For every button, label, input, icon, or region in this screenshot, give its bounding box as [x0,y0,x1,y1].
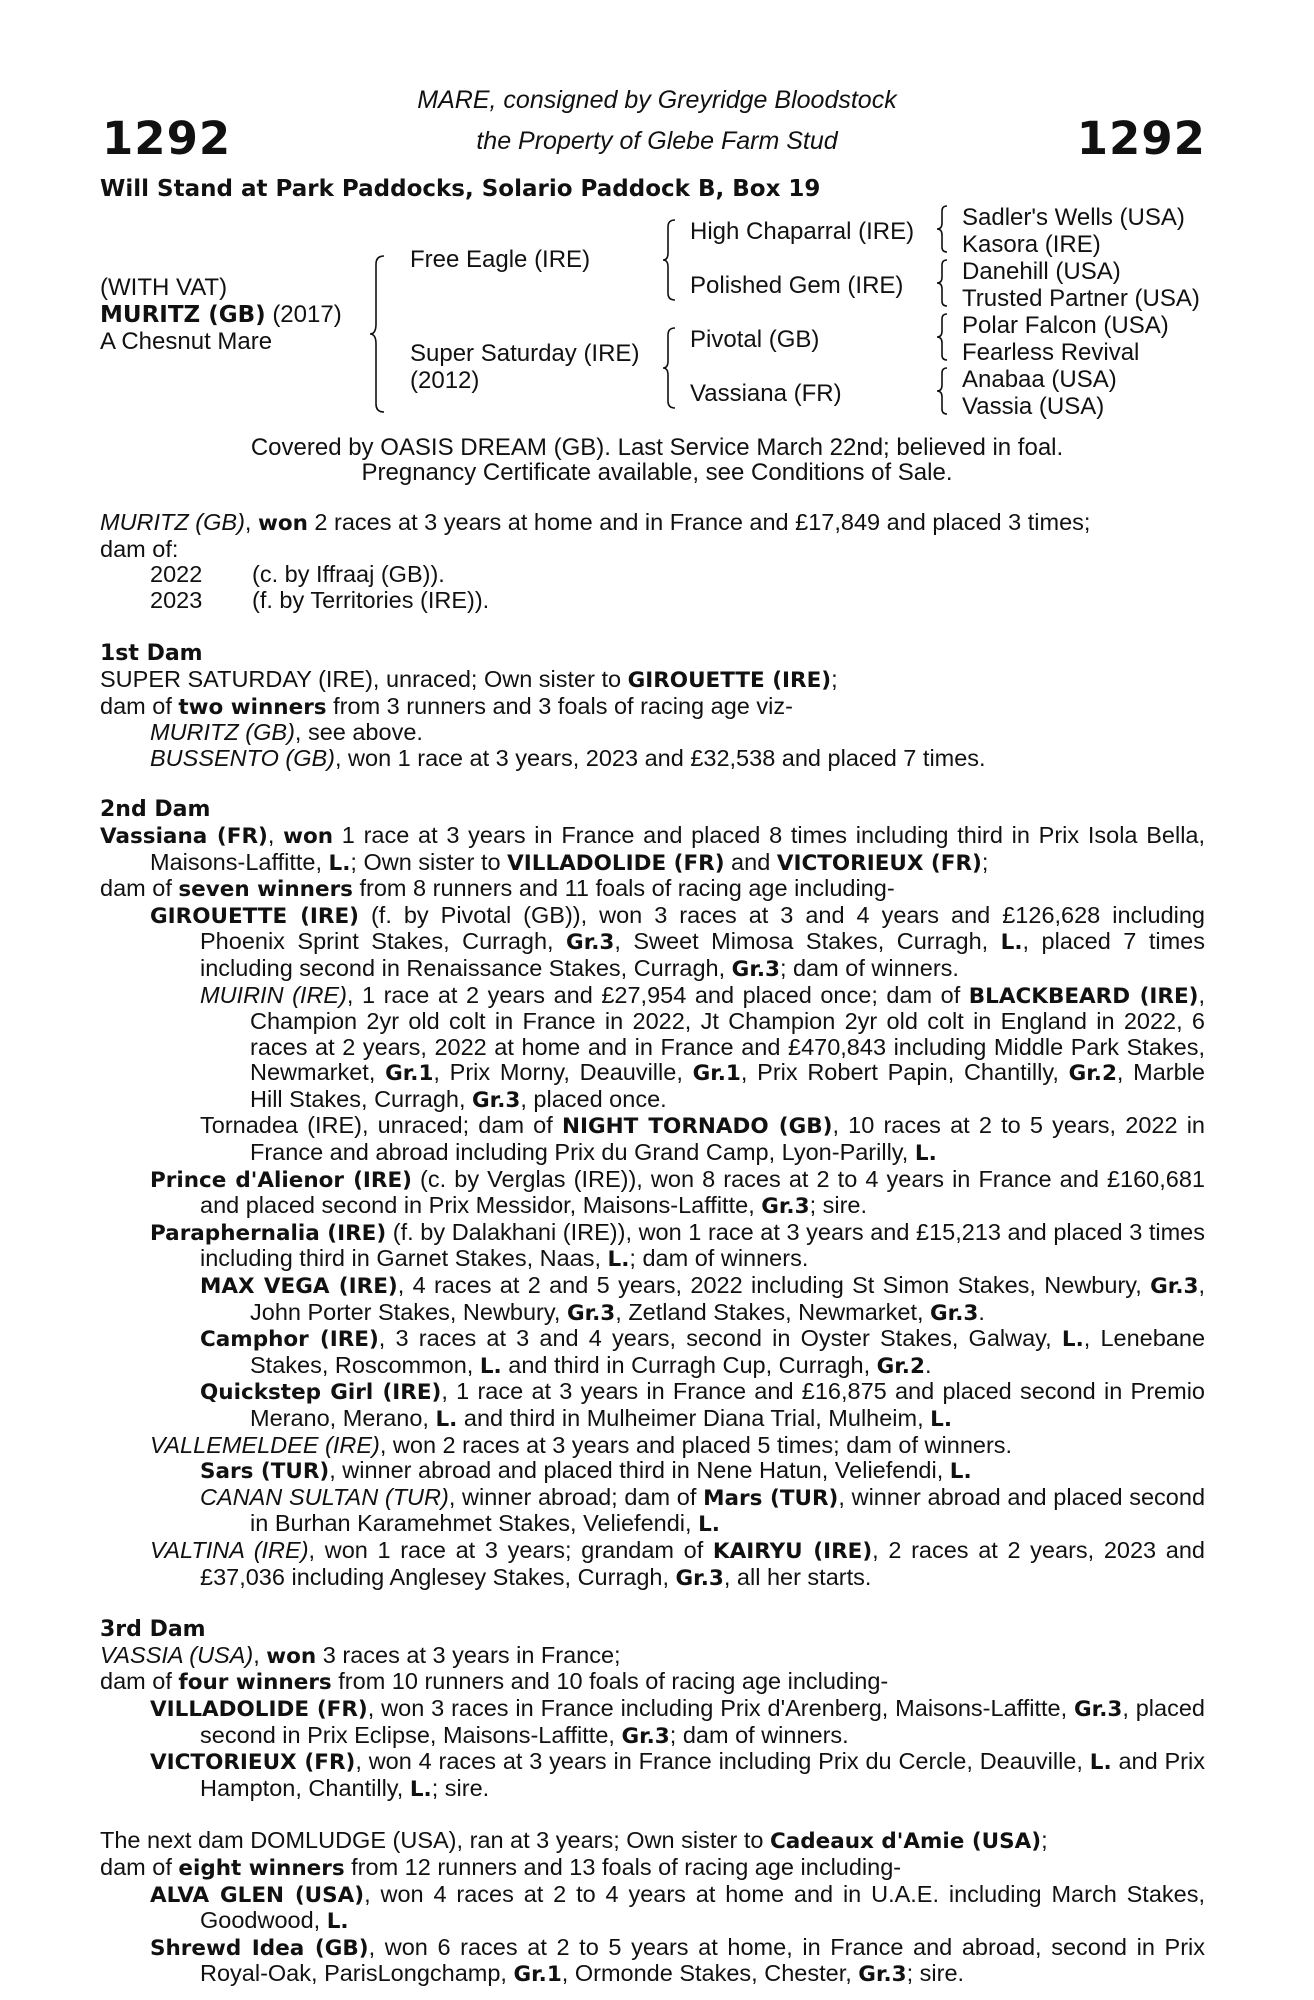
bracket-gen1 [370,254,400,414]
vat-note: (WITH VAT) [100,274,228,301]
progeny-victorieux: VICTORIEUX (FR), won 4 races at 3 years in France including Prix du Cercle, Deauville, L. and Prix Hampton, Chantilly, L.; sire. [150,1748,1205,1802]
horse-name: MURITZ (GB) [100,302,266,328]
progeny-prince-dalienor: Prince d'Alienor (IRE) (c. by Verglas (IRE)), won 8 races at 2 to 4 years in France and £160,681 and placed second in Prix Messidor, Maisons-Laffitte, Gr.3; sire. [150,1165,1205,1220]
progeny-canan-sultan: CANAN SULTAN (TUR), winner abroad; dam of Mars (TUR), winner abroad and placed second in Burhan Karamehmet Stakes, Veliefendi, L. [200,1483,1206,1538]
bracket-dam [663,326,687,410]
ss-sire: Sadler's Wells (USA) [962,204,1185,231]
lot-number-left: 1292 [102,112,232,165]
ds-dam: Fearless Revival [962,339,1140,366]
produce-record [100,510,1205,1988]
third-dam-line: VASSIA (USA), won 3 races at 3 years in France; [100,1641,621,1669]
progeny-quickstep-girl: Quickstep Girl (IRE), 1 race at 3 years in France and £16,875 and placed second in Premio Merano, Merano, L. and third in Mulheimer Diana Trial, Mulheim, L. [200,1378,1205,1432]
progeny-villadolide: VILLADOLIDE (FR), won 3 races in France including Prix d'Arenberg, Maisons-Laffitte, Gr.3, placed second in Prix Eclipse, Maisons-Laffitte, Gr.3; dam of winners. [150,1694,1205,1749]
third-dam-summary: dam of four winners from 10 runners and 10 foals of racing age including- [100,1668,889,1696]
sire-dam: Polished Gem (IRE) [690,272,904,299]
second-dam-summary: dam of seven winners from 8 runners and 11 foals of racing age including- [100,875,895,903]
property-line: the Property of Glebe Farm Stud [476,127,838,155]
progeny-muirin: MUIRIN (IRE), 1 race at 2 years and £27,954 and placed once; dam of BLACKBEARD (IRE), Champion 2yr old colt in France in 2022, Jt Champion 2yr old colt in England in 2022, 6 races at 2 years, 2022 at home and in France and £470,843 including Middle Park Stakes, Newmarket, Gr.1, Prix Morny, Deauville, Gr.1, Prix Robert Papin, Chantilly, Gr.2, Marble Hill Stakes, Curragh, Gr.3, placed once. [200,981,1205,1113]
sd-sire: Danehill (USA) [962,258,1121,285]
horse-description: A Chesnut Mare [100,328,273,355]
progeny-girouette: GIROUETTE (IRE) (f. by Pivotal (GB)), won 3 races at 3 and 4 years and £126,628 including Phoenix Sprint Stakes, Curragh, Gr.3, Sweet Mimosa Stakes, Curragh, L., placed 7 times including second in Renaissance Stakes, Curragh, Gr.3; dam of winners. [150,901,1205,982]
covered-line: Covered by OASIS DREAM (GB). Last Service March 22nd; believed in foal. [250,434,1064,461]
sire: Free Eagle (IRE) [410,246,591,273]
horse-name-line [100,301,342,329]
dd-sire: Anabaa (USA) [962,366,1117,393]
bracket-dd [937,366,957,416]
bracket-sire [663,218,687,302]
first-dam-summary: dam of two winners from 3 runners and 3 foals of racing age viz- [100,692,793,720]
produce-item: 2022 (c. by Iffraaj (GB)). [150,561,445,588]
progeny-vallemeldee: VALLEMELDEE (IRE), won 2 races at 3 years and placed 5 times; dam of winners. [150,1431,1013,1458]
pregnancy-line: Pregnancy Certificate available, see Conditions of Sale. [361,459,953,486]
second-dam-line: Vassiana (FR), won 1 race at 3 years in France and placed 8 times including third in Prix Isola Bella, Maisons-Laffitte, L.; Own sister to VILLADOLIDE (FR) and VICTORIEUX (FR); [100,821,1206,876]
produce-item: 2023 (f. by Territories (IRE)). [150,586,490,613]
first-dam-line: SUPER SATURDAY (IRE), unraced; Own sister to GIROUETTE (IRE); [100,665,838,693]
bracket-sd [937,258,957,308]
second-dam-heading: 2nd Dam [100,797,211,823]
dd-dam: Vassia (USA) [962,393,1105,420]
sd-dam: Trusted Partner (USA) [962,285,1200,312]
progeny-tornadea: Tornadea (IRE), unraced; dam of NIGHT TORNADO (GB), 10 races at 2 to 5 years, 2022 in France and abroad including Prix du Grand Camp, Lyon-Parilly, L. [200,1112,1205,1167]
intro-paragraph: MURITZ (GB), won 2 races at 3 years at home and in France and £17,849 and placed 3 times; [100,509,1091,536]
dam-year: (2012) [410,367,480,394]
stand-location: Will Stand at Park Paddocks, Solario Paddock B, Box 19 [100,176,821,202]
dam-of-label: dam of: [100,535,179,562]
next-dam-summary: dam of eight winners from 12 runners and 13 foals of racing age including- [100,1853,902,1881]
bracket-ss [937,204,957,254]
bracket-ds [937,312,957,362]
ss-dam: Kasora (IRE) [962,231,1101,258]
progeny-max-vega: MAX VEGA (IRE), 4 races at 2 and 5 years, 2022 including St Simon Stakes, Newbury, Gr.3, John Porter Stakes, Newbury, Gr.3, Zetland Stakes, Newmarket, Gr.3. [200,1272,1205,1326]
sire-sire: High Chaparral (IRE) [690,218,915,245]
horse-year: (2017) [272,301,342,328]
next-dam-line: The next dam DOMLUDGE (USA), ran at 3 years; Own sister to Cadeaux d'Amie (USA); [100,1827,1048,1855]
progeny-alva-glen: ALVA GLEN (USA), won 4 races at 2 to 4 years at home and in U.A.E. including March Stakes, Goodwood, L. [150,1880,1205,1935]
progeny-paraphernalia: Paraphernalia (IRE) (f. by Dalakhani (IRE)), won 1 race at 3 years and £15,213 and placed 3 times including third in Garnet Stakes, Naas, L.; dam of winners. [150,1218,1206,1273]
ds-sire: Polar Falcon (USA) [962,312,1169,339]
first-dam-produce: BUSSENTO (GB), won 1 race at 3 years, 2023 and £32,538 and placed 7 times. [150,744,986,771]
dam-dam: Vassiana (FR) [690,380,842,407]
third-dam-heading: 3rd Dam [100,1617,206,1643]
lot-number-right: 1292 [1076,112,1206,165]
first-dam-heading: 1st Dam [100,641,203,667]
dam-sire: Pivotal (GB) [690,326,820,353]
first-dam-produce: MURITZ (GB), see above. [150,719,423,746]
progeny-shrewd-idea: Shrewd Idea (GB), won 6 races at 2 to 5 years at home, in France and abroad, second in Prix Royal-Oak, ParisLongchamp, Gr.1, Ormonde Stakes, Chester, Gr.3; sire. [150,1933,1205,1988]
consignor-line: MARE, consigned by Greyridge Bloodstock [417,86,897,114]
dam: Super Saturday (IRE) [410,340,640,367]
progeny-sars: Sars (TUR), winner abroad and placed third in Nene Hatun, Veliefendi, L. [200,1457,972,1485]
progeny-valtina: VALTINA (IRE), won 1 race at 3 years; grandam of KAIRYU (IRE), 2 races at 2 years, 2023 and £37,036 including Anglesey Stakes, Curragh, Gr.3, all her starts. [150,1536,1205,1591]
progeny-camphor: Camphor (IRE), 3 races at 3 and 4 years, second in Oyster Stakes, Galway, L., Lenebane Stakes, Roscommon, L. and third in Curragh Cup, Curragh, Gr.2. [200,1325,1206,1379]
